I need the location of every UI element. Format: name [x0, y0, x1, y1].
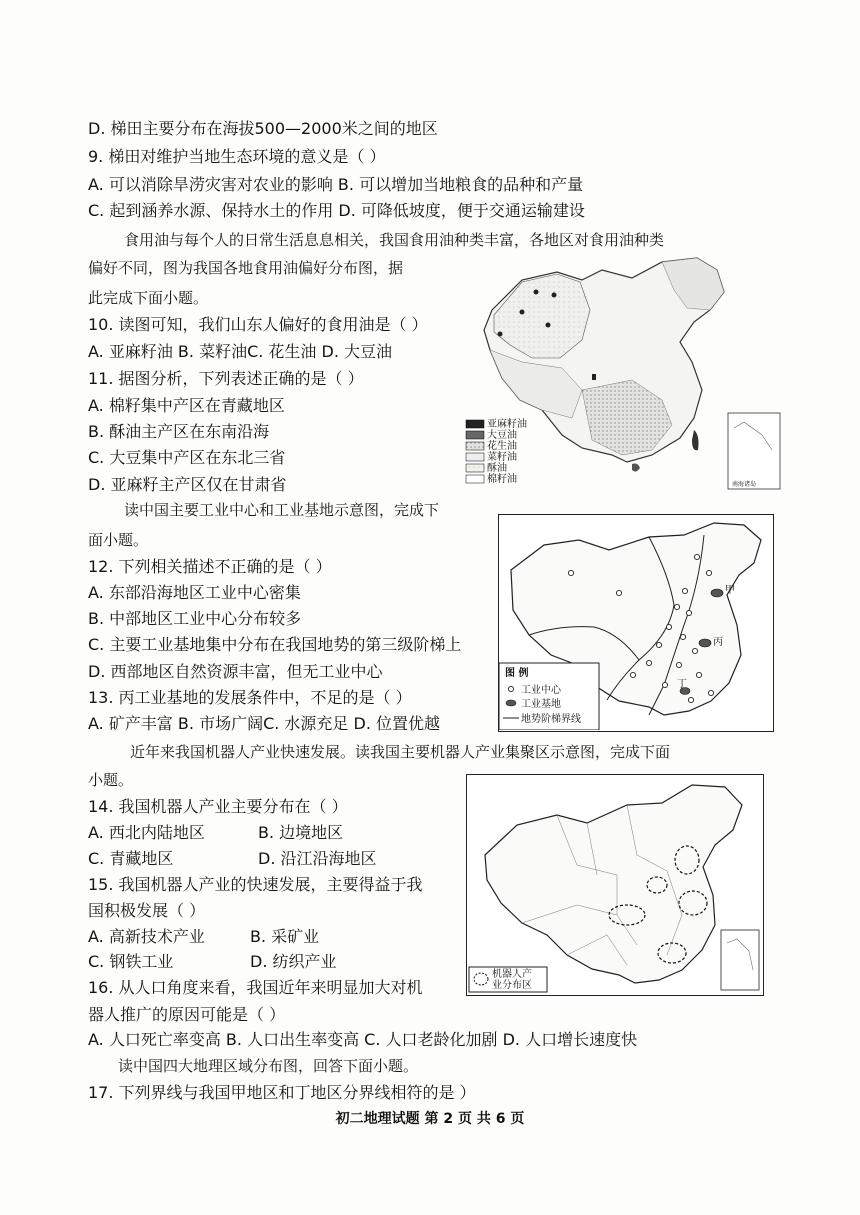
label-ding: 丁	[677, 679, 687, 690]
question-14: 14. 我国机器人产业主要分布在（ ）	[88, 797, 348, 816]
q15-option-c: C. 钢铁工业	[88, 952, 174, 971]
passage-oil-line2: 偏好不同，图为我国各地食用油偏好分布图，据	[88, 259, 404, 277]
legend-industrial-center: 工业中心	[521, 685, 561, 696]
legend-oil-3: 花生油	[487, 441, 517, 452]
question-16: 16. 从人口角度来看，我国近年来明显加大对机	[88, 978, 423, 997]
question-10: 10. 读图可知，我们山东人偏好的食用油是（ ）	[88, 315, 428, 334]
passage-industry-intro: 读中国主要工业中心和工业基地示意图，完成下	[124, 501, 440, 519]
option-d-q8: D. 梯田主要分布在海拔500—2000米之间的地区	[88, 119, 438, 138]
legend-oil-2: 大豆油	[487, 430, 517, 441]
q14-option-d: D. 沿江沿海地区	[258, 849, 377, 868]
legend-oil-4: 菜籽油	[487, 452, 517, 463]
page-footer: 初二地理试题 第 2 页 共 6 页	[335, 1111, 525, 1127]
q15-option-b: B. 采矿业	[250, 927, 320, 946]
legend-terrain-line: 地势阶梯界线	[521, 714, 581, 725]
industry-map	[498, 514, 774, 732]
legend-robot-2: 业分布区	[492, 980, 532, 991]
passage-oil-line3: 此完成下面小题。	[88, 289, 209, 307]
q11-option-b: B. 酥油主产区在东南沿海	[88, 422, 270, 441]
q12-option-d: D. 西部地区自然资源丰富，但无工业中心	[88, 662, 383, 681]
q14-option-b: B. 边境地区	[258, 823, 344, 842]
oil-legend	[466, 417, 527, 485]
question-11: 11. 据图分析，下列表述正确的是（ ）	[88, 369, 364, 388]
edible-oil-map	[462, 250, 782, 492]
q11-option-a: A. 棉籽集中产区在青藏地区	[88, 396, 285, 415]
question-13: 13. 丙工业基地的发展条件中，不足的是（ ）	[88, 688, 412, 707]
passage-regions-intro: 读中国四大地理区域分布图，回答下面小题。	[118, 1057, 419, 1075]
label-bing: 丙	[713, 637, 723, 648]
q12-option-b: B. 中部地区工业中心分布较多	[88, 609, 302, 628]
legend-oil-6: 棉籽油	[487, 474, 517, 485]
q12-option-a: A. 东部沿海地区工业中心密集	[88, 583, 301, 602]
q16-options: A. 人口死亡率变高 B. 人口出生率变高 C. 人口老龄化加剧 D. 人口增长速度快	[88, 1030, 638, 1049]
q14-option-a: A. 西北内陆地区	[88, 823, 205, 842]
q12-option-c: C. 主要工业基地集中分布在我国地势的第三级阶梯上	[88, 635, 462, 654]
robot-industry-map	[466, 774, 764, 996]
passage-oil-intro: 食用油与每个人的日常生活息息相关，我国食用油种类丰富，各地区对食用油种类	[124, 231, 665, 249]
q11-option-d: D. 亚麻籽主产区仅在甘肃省	[88, 475, 287, 494]
inset-label: 南海诸岛	[732, 481, 757, 488]
legend-oil-1: 亚麻籽油	[487, 419, 527, 430]
question-9: 9. 梯田对维护当地生态环境的意义是（ ）	[88, 147, 386, 166]
q14-option-c: C. 青藏地区	[88, 849, 174, 868]
legend-oil-5: 酥油	[487, 463, 507, 474]
question-15-cont: 国积极发展（ ）	[88, 901, 206, 920]
passage-robot-intro: 近年来我国机器人产业快速发展。读我国主要机器人产业集聚区示意图，完成下面	[130, 743, 671, 761]
q10-options: A. 亚麻籽油 B. 菜籽油C. 花生油 D. 大豆油	[88, 342, 392, 361]
legend-industrial-base: 工业基地	[521, 699, 561, 710]
q9-options-cd: C. 起到涵养水源、保持水土的作用 D. 可降低坡度，便于交通运输建设	[88, 201, 585, 220]
passage-robot-line2: 小题。	[88, 771, 134, 789]
question-16-cont: 器人推广的原因可能是（ ）	[88, 1005, 286, 1024]
q9-options-ab: A. 可以消除旱涝灾害对农业的影响 B. 可以增加当地粮食的品种和产量	[88, 175, 584, 194]
q15-option-a: A. 高新技术产业	[88, 927, 205, 946]
question-15: 15. 我国机器人产业的快速发展，主要得益于我	[88, 875, 423, 894]
passage-industry-line2: 面小题。	[88, 531, 149, 549]
question-17: 17. 下列界线与我国甲地区和丁地区分界线相符的是 ）	[88, 1083, 476, 1102]
label-jia: 甲	[725, 585, 735, 596]
legend-title: 图 例	[505, 668, 529, 679]
question-12: 12. 下列相关描述不正确的是（ ）	[88, 557, 332, 576]
q13-options: A. 矿产丰富 B. 市场广阔C. 水源充足 D. 位置优越	[88, 714, 440, 733]
q11-option-c: C. 大豆集中产区在东北三省	[88, 448, 286, 467]
legend-robot-1: 机器人产	[492, 969, 532, 980]
q15-option-d: D. 纺织产业	[250, 952, 337, 971]
